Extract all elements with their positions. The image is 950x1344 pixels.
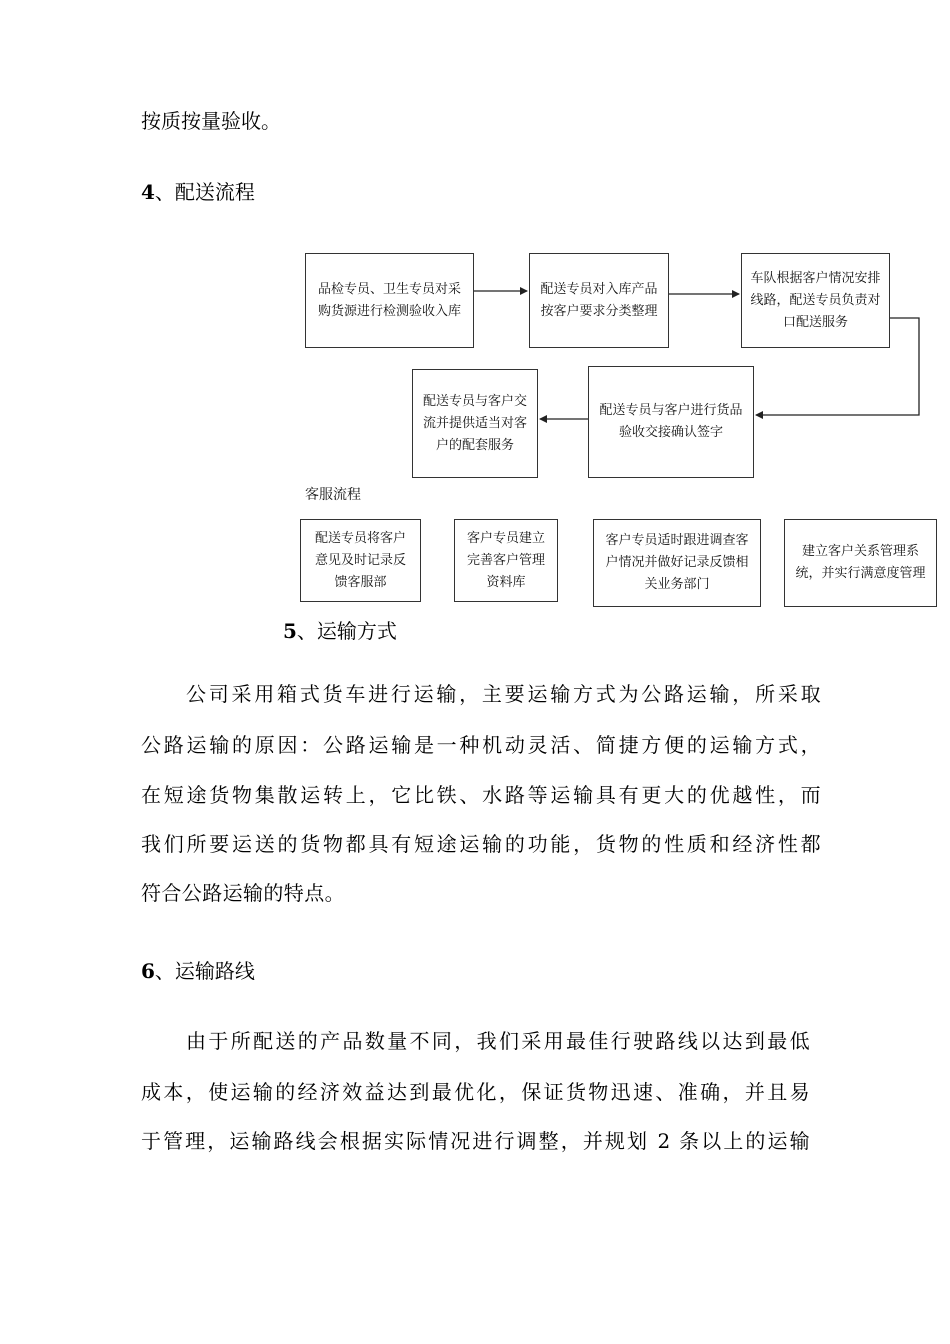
service-box-feedback-text: 配送专员将客户意见及时记录反馈客服部 [314, 530, 406, 590]
service-box-followup [593, 519, 761, 607]
flow-box-routing [741, 253, 890, 348]
flow-box-acceptance [588, 366, 754, 478]
flow-box-inspection-text: 品检专员、卫生专员对采购货源进行检测验收入库 [317, 281, 461, 319]
section-6-number: 6 [141, 959, 155, 983]
section-5-line-3: 在短途货物集散运转上，它比铁、水路等运输具有更大的优越性，而 [141, 783, 821, 807]
section-6-line-3: 于管理，运输路线会根据实际情况进行调整，并规划 2 条以上的运输 [141, 1129, 810, 1153]
service-box-database [454, 519, 558, 602]
flow-box-sorting-text: 配送专员对入库产品按客户要求分类整理 [540, 281, 658, 319]
service-box-crm [784, 519, 937, 607]
flow-box-inspection [305, 253, 474, 348]
section-6-line-2: 成本，使运输的经济效益达到最优化，保证货物迅速、准确，并且易 [141, 1080, 810, 1104]
service-box-followup-text: 客户专员适时跟进调查客户情况并做好记录反馈相关业务部门 [605, 533, 749, 592]
service-flow-label: 客服流程 [305, 487, 361, 503]
flow-box-sorting [529, 253, 669, 348]
section-5-line-1: 公司采用箱式货车进行运输，主要运输方式为公路运输，所采取 [186, 682, 821, 706]
flow-box-acceptance-text: 配送专员与客户进行货品验收交接确认签字 [599, 403, 743, 440]
flow-box-service-text: 配送专员与客户交流并提供适当对客户的配套服务 [423, 393, 528, 453]
section-6-heading [141, 961, 255, 981]
flow-box-routing-text: 车队根据客户情况安排线路，配送专员负责对口配送服务 [750, 270, 881, 330]
section-5-number: 5 [283, 619, 297, 643]
section-6-title: 、运输路线 [154, 959, 255, 983]
flow-box-service [412, 369, 538, 478]
section-4-number: 4 [141, 180, 155, 204]
section-5-line-2: 公路运输的原因：公路运输是一种机动灵活、简捷方便的运输方式， [141, 733, 821, 757]
service-box-crm-text: 建立客户关系管理系统，并实行满意度管理 [795, 544, 926, 581]
section-6-line-1: 由于所配送的产品数量不同，我们采用最佳行驶路线以达到最低 [186, 1029, 810, 1053]
service-box-database-text: 客户专员建立完善客户管理资料库 [466, 530, 545, 590]
section-5-line-5: 符合公路运输的特点。 [141, 881, 345, 905]
service-box-feedback [300, 519, 421, 602]
section-4-title: 、配送流程 [154, 180, 255, 204]
intro-line: 按质按量验收。 [141, 109, 281, 133]
section-5-heading [283, 621, 397, 641]
section-5-line-4: 我们所要运送的货物都具有短途运输的功能，货物的性质和经济性都 [141, 832, 821, 856]
section-5-title: 、运输方式 [296, 619, 397, 643]
